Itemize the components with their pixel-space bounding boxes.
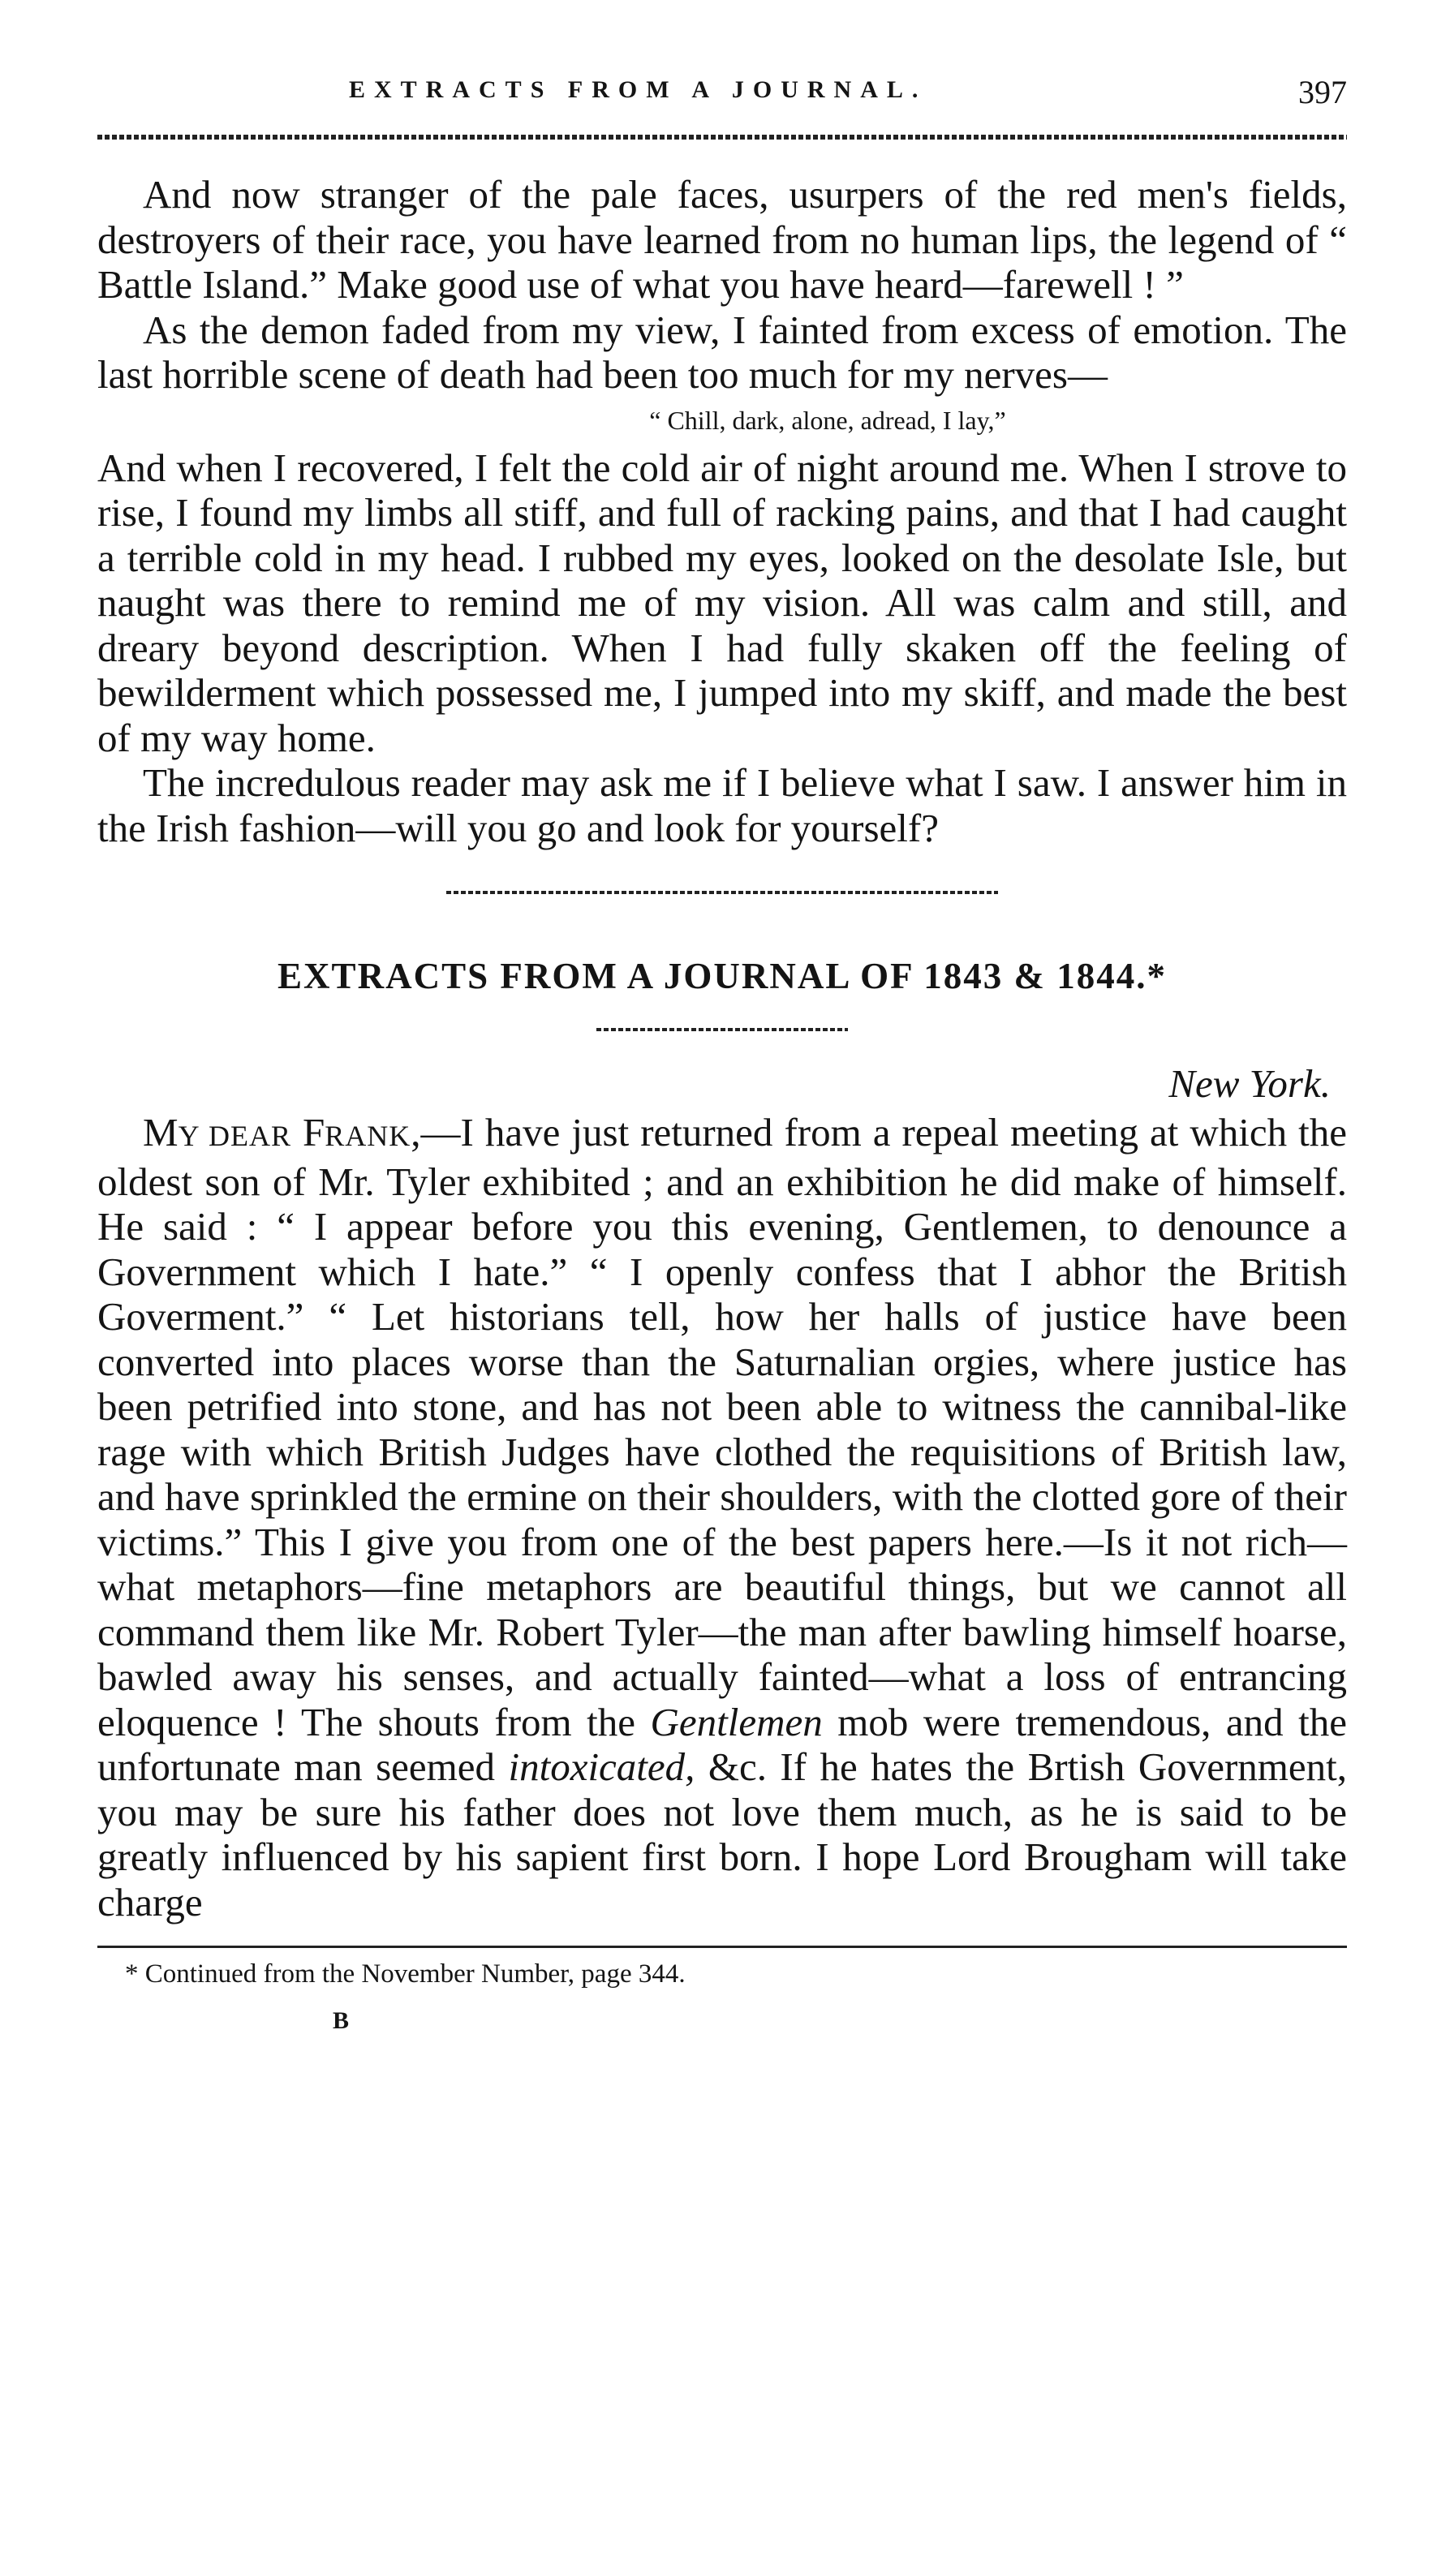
letter-body-start: ,—I have just returned from a repeal meeting at which the oldest son of Mr. Tyler exhibited ; and an exhibition he did make of himself. He said : “ I appear before you this evening, Gentlemen, to denounce a Government which I hate.” “ I openly confess that I abhor the British Goverment.” “ Let historians tell, how her halls of justice have been converted into places worse than the Saturnalian orgies, where justice has been petrified into stone, and has not been able to witness the cannibal-like rage with which British Judges have clothed the requisitions of British law, and have sprinkled the ermine on their shoulders, with the clotted gore of their victims.” This I give you from one of the best papers here.—Is it not rich—what metaphors—fine metaphors are beautiful things, but we cannot all command them like Mr. Robert Tyler—the man after bawling himself hoarse, bawled away his senses, and actually fainted—what a loss of entrancing eloquence ! The shouts from the [97, 1110, 1347, 1744]
footnote: * Continued from the November Number, page 344. [125, 1959, 686, 1989]
page-number: 397 [1298, 74, 1347, 110]
paragraph-fainted: As the demon faded from my view, I fainted from excess of emotion. The last horrible scene of death had been too much for my nerves— [97, 307, 1347, 397]
paragraph-farewell: And now stranger of the pale faces, usurpers of the red men's fields, destroyers of their race, you have learned from no human lips, the legend of “ Battle Island.” Make good use of what you have heard—farewell ! ” [97, 172, 1347, 307]
letter-emphasis-intoxicated: intoxicated, [508, 1744, 695, 1789]
article-title [97, 955, 1347, 997]
letter-emphasis-gentlemen: Gentlemen [650, 1699, 823, 1744]
paragraph-recovered: And when I recovered, I felt the cold air of night around me. When I strove to rise, I found my limbs all stiff, and full of racking pains, and that I had caught a terrible cold in my head. I rubbed my eyes, looked on the desolate Isle, but naught was there to remind me of my vision. All was calm and still, and dreary beyond description. When I had fully skaken off the feeling of bewilderment which possessed me, I jumped into my skiff, and made the best of my way home. [97, 445, 1347, 760]
title-divider [596, 1028, 848, 1031]
salutation-initial-f: F [291, 1110, 325, 1155]
running-header [97, 73, 1347, 122]
article-title-text: EXTRACTS FROM A JOURNAL OF [278, 956, 924, 996]
letter-body-mid: mob were tremendous, and the unfortunate man seemed [97, 1699, 1347, 1789]
dateline: New York. [1168, 1061, 1331, 1106]
section-divider [446, 891, 998, 894]
book-page [97, 73, 1347, 2035]
verse-quotation: “ Chill, dark, alone, adread, I lay,” [649, 405, 1006, 435]
footnote-rule [97, 1946, 1347, 1948]
paragraph-incredulous: The incredulous reader may ask me if I believe what I saw. I answer him in the Irish fashion—will you go and look for yourself? [97, 760, 1347, 850]
salutation-rank: RANK [325, 1120, 411, 1152]
letter-body [97, 1110, 1347, 1924]
signature-mark: B [333, 2007, 350, 2034]
salutation-y: Y [178, 1120, 209, 1152]
letter-body-end: &c. If he hates the Brtish Government, you may be sure his father does not love them much, as he is said to be greatly influenced by his sapient first born. I hope Lord Brougham will take charge [97, 1744, 1347, 1924]
footnote-marker: * [1147, 956, 1167, 996]
running-title: EXTRACTS FROM A JOURNAL. [349, 76, 927, 103]
article-title-years: 1843 & 1844. [923, 956, 1147, 996]
salutation-initial-m: M [143, 1110, 179, 1155]
header-rule [97, 135, 1347, 140]
salutation-dear: DEAR [209, 1120, 292, 1152]
